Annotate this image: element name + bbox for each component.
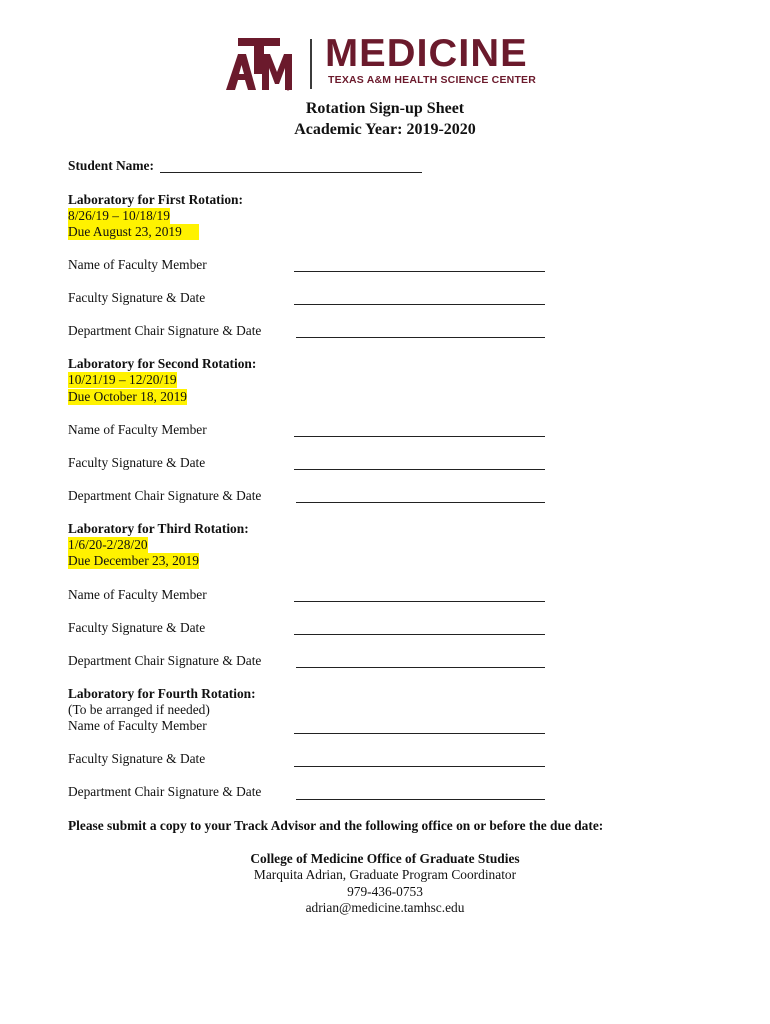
page-title: Rotation Sign-up Sheet: [305, 100, 465, 117]
rotation-3-dates: 1/6/20-2/28/20: [68, 537, 148, 552]
rotation-4-chair-label: Department Chair Signature & Date: [68, 784, 262, 799]
student-name-field[interactable]: [160, 172, 422, 173]
rotation-2-dates: 10/21/19 – 12/20/19: [68, 372, 177, 387]
submit-instruction: Please submit a copy to your Track Advisor and the following office on or before the due date:: [68, 818, 604, 833]
rotation-3-due: Due December 23, 2019: [68, 553, 199, 568]
office-phone: 979-436-0753: [347, 884, 423, 899]
rotation-2-faculty-field[interactable]: [294, 436, 545, 437]
rotation-4-heading: Laboratory for Fourth Rotation:: [68, 686, 256, 701]
rotation-2-chair-field[interactable]: [296, 502, 545, 503]
rotation-2-signature-label: Faculty Signature & Date: [68, 455, 206, 470]
rotation-4-faculty-field[interactable]: [294, 733, 545, 734]
rotation-4-signature-label: Faculty Signature & Date: [68, 751, 206, 766]
rotation-1-signature-label: Faculty Signature & Date: [68, 290, 206, 305]
rotation-3-signature-field[interactable]: [294, 634, 545, 635]
logo-divider: [310, 39, 312, 89]
rotation-1-due: Due August 23, 2019: [68, 224, 199, 240]
student-name-label: Student Name:: [68, 158, 154, 173]
logo-wordmark: MEDICINE: [325, 32, 528, 75]
rotation-4-signature-field[interactable]: [294, 766, 545, 767]
rotation-3-chair-label: Department Chair Signature & Date: [68, 653, 262, 668]
academic-year: Academic Year: 2019-2020: [294, 121, 476, 138]
rotation-1-signature-field[interactable]: [294, 304, 545, 305]
rotation-2-faculty-label: Name of Faculty Member: [68, 422, 207, 437]
rotation-4-faculty-label: Name of Faculty Member: [68, 718, 207, 733]
rotation-2-heading: Laboratory for Second Rotation:: [68, 356, 257, 371]
rotation-4-chair-field[interactable]: [296, 799, 545, 800]
rotation-1-heading: Laboratory for First Rotation:: [68, 192, 243, 207]
rotation-3-heading: Laboratory for Third Rotation:: [68, 521, 249, 536]
rotation-1-faculty-label: Name of Faculty Member: [68, 257, 207, 272]
rotation-3-faculty-label: Name of Faculty Member: [68, 587, 207, 602]
rotation-2-due: Due October 18, 2019: [68, 389, 187, 404]
office-email[interactable]: adrian@medicine.tamhsc.edu: [305, 900, 465, 915]
rotation-4-note: (To be arranged if needed): [68, 702, 210, 717]
rotation-1-chair-field[interactable]: [296, 337, 545, 338]
rotation-1-faculty-field[interactable]: [294, 271, 545, 272]
rotation-3-signature-label: Faculty Signature & Date: [68, 620, 206, 635]
office-contact: Marquita Adrian, Graduate Program Coordinator: [253, 867, 517, 882]
logo-subtitle: TEXAS A&M HEALTH SCIENCE CENTER: [328, 74, 537, 86]
rotation-1-chair-label: Department Chair Signature & Date: [68, 323, 262, 338]
rotation-3-chair-field[interactable]: [296, 667, 545, 668]
office-name: College of Medicine Office of Graduate Studies: [250, 851, 520, 866]
rotation-1-dates: 8/26/19 – 10/18/19: [68, 208, 170, 223]
rotation-3-faculty-field[interactable]: [294, 601, 545, 602]
rotation-2-chair-label: Department Chair Signature & Date: [68, 488, 262, 503]
tamu-medicine-logo: [226, 32, 546, 94]
atm-monogram-icon: [226, 36, 292, 92]
rotation-2-signature-field[interactable]: [294, 469, 545, 470]
